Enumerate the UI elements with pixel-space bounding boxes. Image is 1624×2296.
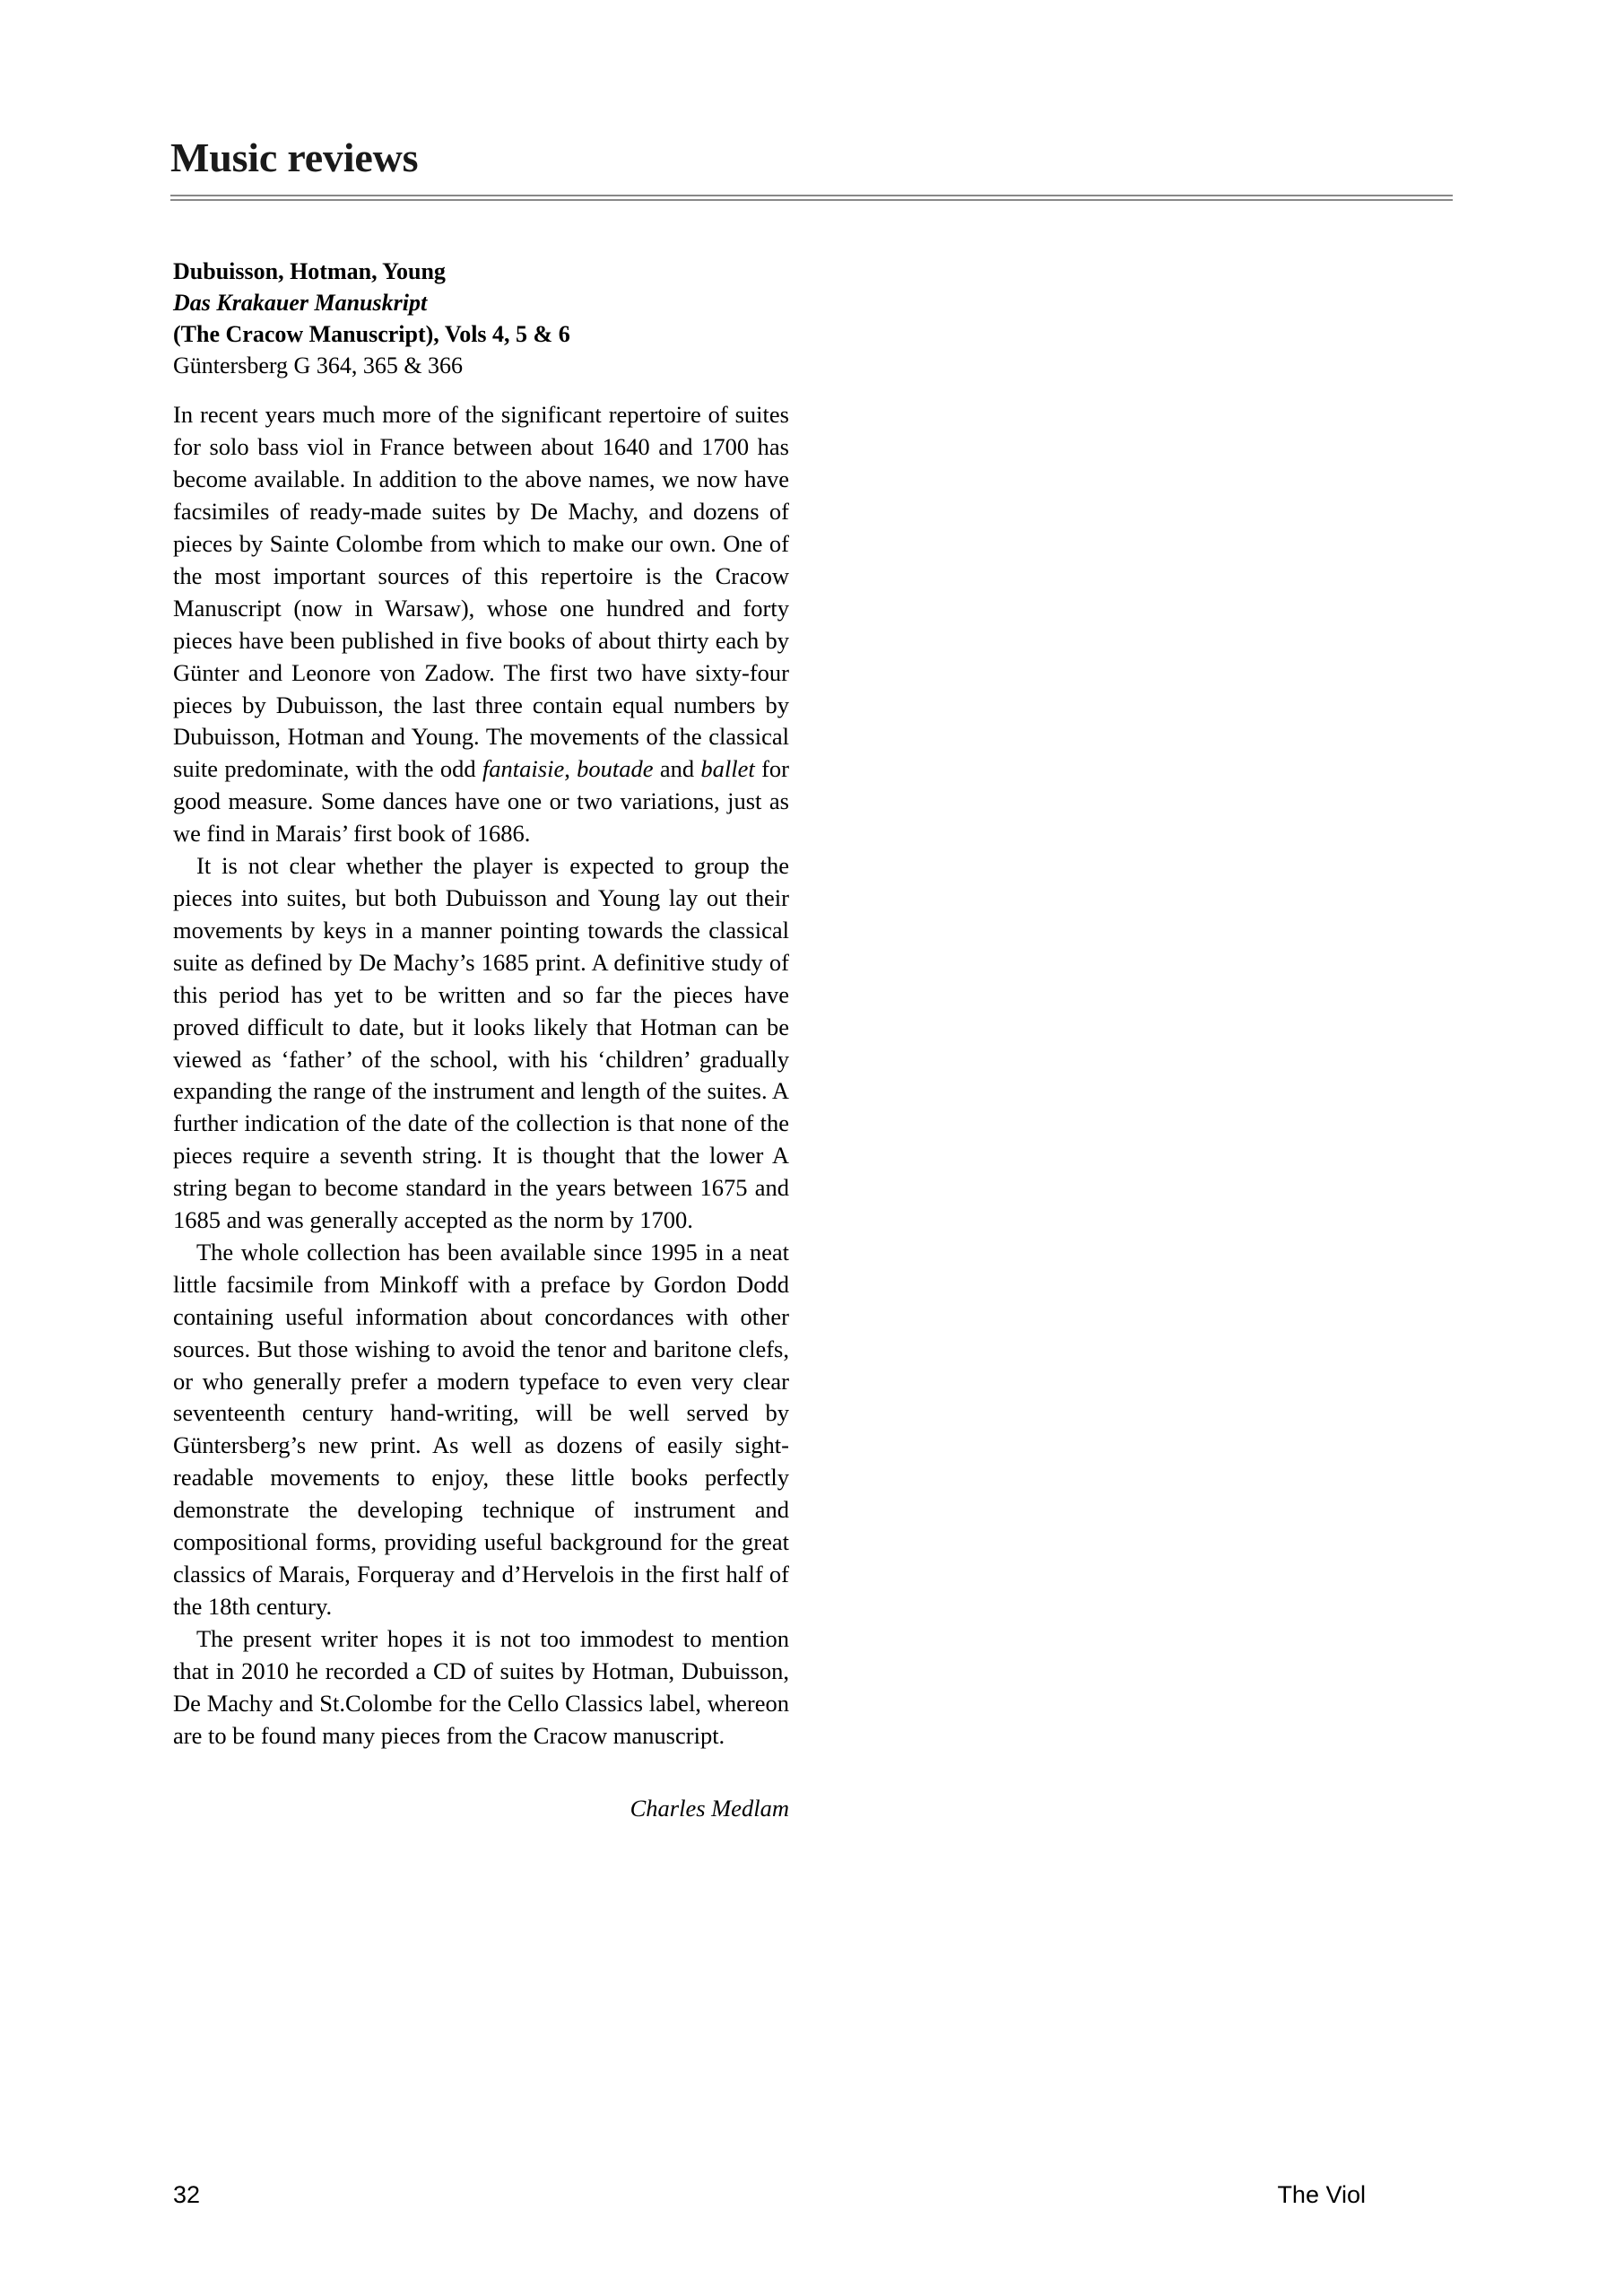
- review-paragraph: [173, 850, 789, 1237]
- review-body: [173, 399, 789, 1752]
- text-run: It is not clear whether the player is expected to group the pieces into suites, but both Dubuisson and Young lay out their movements by keys in a manner pointing towards the classical suite as defined by De Machy’s 1685 print. A definitive study of this period has yet to be written and so far the pieces have proved difficult to date, but it looks likely that Hotman can be viewed as ‘father’ of the school, with his ‘children’ gradually expanding the range of the instrument and length of the suites. A further indication of the date of the collection is that none of the pieces require a seventh string. It is thought that the lower A string began to become standard in the years between 1675 and 1685 and was generally accepted as the norm by 1700.: [173, 852, 789, 1234]
- page-header: [170, 136, 1453, 201]
- text-run: ,: [564, 755, 578, 783]
- italic-term: boutade: [577, 755, 654, 783]
- footer-page-number: 32: [173, 2181, 201, 2208]
- review-paragraph: [173, 1237, 789, 1623]
- text-run: In recent years much more of the significant repertoire of suites for solo bass viol in France between about 1640 and 1700 has become available. In addition to the above names, we now have facsimiles of ready-made suites by De Machy, and dozens of pieces by Sainte Colombe from which to make our own. One of the most important sources of this repertoire is the Cracow Manuscript (now in Warsaw), whose one hundred and forty pieces have been published in five books of about thirty each by Günter and Leonore von Zadow. The first two have sixty-four pieces by Dubuisson, the last three contain equal numbers by Dubuisson, Hotman and Young. The movements of the classical suite predominate, with the odd: [173, 401, 789, 783]
- header-divider-rule: [170, 195, 1453, 201]
- review-paragraph: [173, 1623, 789, 1752]
- article-column: [173, 256, 789, 1825]
- text-run: The whole collection has been available since 1995 in a neat little facsimile from Minkoff with a preface by Gordon Dodd containing useful information about concordances with other sources. But those wishing to avoid the tenor and baritone clefs, or who generally prefer a modern typeface to even very clear seventeenth century hand-writing, will be well served by Güntersberg’s new print. As well as dozens of easily sight-readable movements to enjoy, these little books perfectly demonstrate the developing technique of instrument and compositional forms, providing useful background for the great classics of Marais, Forqueray and d’Hervelois in the first half of the 18th century.: [173, 1238, 789, 1620]
- text-run: The present writer hopes it is not too immodest to mention that in 2010 he recorded a CD of suites by Hotman, Dubuisson, De Machy and St.Colombe for the Cello Classics label, whereon are to be found many pieces from the Cracow manuscript.: [173, 1624, 789, 1749]
- review-publisher-catalogue: Güntersberg G 364, 365 & 366: [173, 352, 464, 379]
- review-paragraph: [173, 399, 789, 850]
- review-composers: Dubuisson, Hotman, Young: [173, 258, 446, 284]
- text-run: and: [653, 755, 701, 783]
- text-run: for good measure. Some dances have one or two variations, just as we find in Marais’ first book of 1686.: [173, 755, 789, 848]
- footer-publication-name: The Viol: [1277, 2181, 1366, 2208]
- review-work-title-translated: (The Cracow Manuscript), Vols 4, 5 & 6: [173, 321, 570, 348]
- page-footer: [173, 2181, 1366, 2209]
- italic-term: fantaisie: [482, 755, 565, 783]
- review-work-title-original: Das Krakauer Manuskript: [173, 290, 428, 317]
- review-heading-block: [173, 256, 789, 381]
- reviewer-signature: Charles Medlam: [630, 1795, 789, 1822]
- page-title: Music reviews: [170, 135, 419, 180]
- italic-term: ballet: [700, 755, 755, 783]
